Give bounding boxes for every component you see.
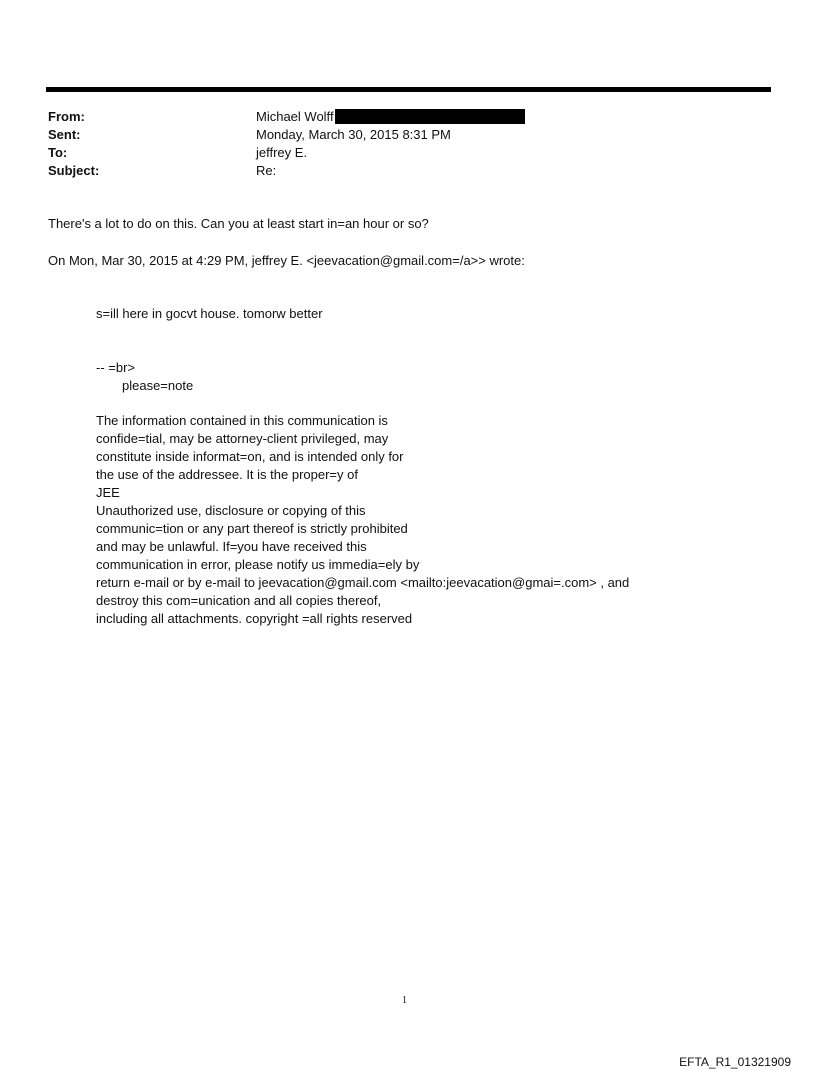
from-row	[48, 108, 748, 126]
from-value	[256, 108, 525, 126]
disclaimer-line: JEE	[96, 485, 120, 500]
page-number: 1	[402, 995, 407, 1006]
to-row	[48, 144, 748, 162]
sender-name: Michael Wolff	[256, 109, 334, 124]
disclaimer-line: return e-mail or by e-mail to jeevacation@gmail.com <mailto:jeevacation@gmai=.com> , and	[96, 575, 630, 590]
document-id: EFTA_R1_01321909	[679, 1055, 791, 1069]
disclaimer-line: the use of the addressee. It is the proper=y of	[96, 467, 358, 482]
to-value: jeffrey E.	[256, 145, 308, 160]
subject-value: Re:	[256, 163, 277, 178]
disclaimer-line: constitute inside informat=on, and is intended only for	[96, 449, 404, 464]
sent-label: Sent:	[48, 127, 81, 142]
reply-text: There's a lot to do on this. Can you at least start in=an hour or so?	[48, 216, 429, 231]
sent-value: Monday, March 30, 2015 8:31 PM	[256, 127, 451, 142]
quote-intro: On Mon, Mar 30, 2015 at 4:29 PM, jeffrey E. <jeevacation@gmail.com=/a>> wrote:	[48, 253, 525, 268]
signature-separator: -- =br>	[96, 360, 136, 375]
redaction-block	[335, 109, 525, 124]
disclaimer-line: communication in error, please notify us immedia=ely by	[96, 557, 420, 572]
disclaimer-line: Unauthorized use, disclosure or copying of this	[96, 503, 366, 518]
quoted-message: s=ill here in gocvt house. tomorw better	[96, 306, 323, 321]
sent-row	[48, 126, 748, 144]
disclaimer-line: communic=tion or any part thereof is strictly prohibited	[96, 521, 408, 536]
subject-label: Subject:	[48, 163, 100, 178]
disclaimer-line: destroy this com=unication and all copies thereof,	[96, 593, 382, 608]
subject-row	[48, 162, 748, 180]
disclaimer-line: The information contained in this communication is	[96, 413, 388, 428]
disclaimer-line: including all attachments. copyright =all rights reserved	[96, 611, 413, 626]
from-label: From:	[48, 109, 85, 124]
header-divider	[46, 87, 771, 92]
signature-note: please=note	[122, 378, 194, 393]
disclaimer-line: confide=tial, may be attorney-client privileged, may	[96, 431, 389, 446]
disclaimer-line: and may be unlawful. If=you have received this	[96, 539, 367, 554]
confidentiality-disclaimer	[96, 412, 629, 628]
email-header	[48, 108, 748, 180]
to-label: To:	[48, 145, 68, 160]
